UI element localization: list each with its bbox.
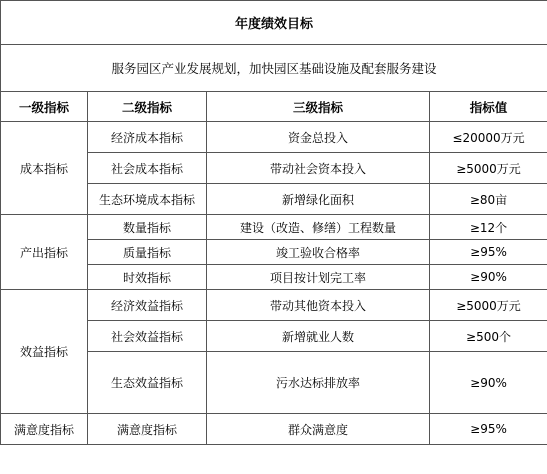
- value-cell: ≥95%: [430, 414, 547, 445]
- level2-cell: 满意度指标: [88, 414, 207, 445]
- header-level1: 一级指标: [1, 92, 88, 122]
- group-label-benefit: 效益指标: [1, 290, 88, 414]
- value-cell: ≥95%: [430, 240, 547, 265]
- group-label-output: 产出指标: [1, 215, 88, 290]
- group-label-satisfaction: 满意度指标: [1, 414, 88, 445]
- level3-cell: 污水达标排放率: [207, 352, 430, 414]
- table-title: 年度绩效目标: [1, 1, 547, 45]
- level3-cell: 建设（改造、修缮）工程数量: [207, 215, 430, 240]
- level3-cell: 竣工验收合格率: [207, 240, 430, 265]
- value-cell: ≤20000万元: [430, 122, 547, 153]
- table-row: [1, 290, 547, 321]
- level2-cell: 经济效益指标: [88, 290, 207, 321]
- header-row: [1, 92, 547, 122]
- level3-cell: 带动其他资本投入: [207, 290, 430, 321]
- value-cell: ≥5000万元: [430, 290, 547, 321]
- value-cell: ≥5000万元: [430, 153, 547, 184]
- level2-cell: 经济成本指标: [88, 122, 207, 153]
- value-cell: ≥12个: [430, 215, 547, 240]
- header-value: 指标值: [430, 92, 547, 122]
- level2-cell: 质量指标: [88, 240, 207, 265]
- header-level2: 二级指标: [88, 92, 207, 122]
- level2-cell: 生态环境成本指标: [88, 184, 207, 215]
- level3-cell: 新增就业人数: [207, 321, 430, 352]
- value-cell: ≥500个: [430, 321, 547, 352]
- value-cell: ≥90%: [430, 352, 547, 414]
- level3-cell: 资金总投入: [207, 122, 430, 153]
- table-row: [1, 215, 547, 240]
- value-cell: ≥80亩: [430, 184, 547, 215]
- table-subtitle: 服务园区产业发展规划，加快园区基础设施及配套服务建设: [1, 45, 547, 92]
- level2-cell: 社会效益指标: [88, 321, 207, 352]
- level3-cell: 带动社会资本投入: [207, 153, 430, 184]
- table-row: [1, 122, 547, 153]
- level2-cell: 数量指标: [88, 215, 207, 240]
- level3-cell: 项目按计划完工率: [207, 265, 430, 290]
- level2-cell: 时效指标: [88, 265, 207, 290]
- value-cell: ≥90%: [430, 265, 547, 290]
- table-row: [1, 414, 547, 445]
- group-label-cost: 成本指标: [1, 122, 88, 215]
- level2-cell: 生态效益指标: [88, 352, 207, 414]
- level2-cell: 社会成本指标: [88, 153, 207, 184]
- level3-cell: 群众满意度: [207, 414, 430, 445]
- level3-cell: 新增绿化面积: [207, 184, 430, 215]
- header-level3: 三级指标: [207, 92, 430, 122]
